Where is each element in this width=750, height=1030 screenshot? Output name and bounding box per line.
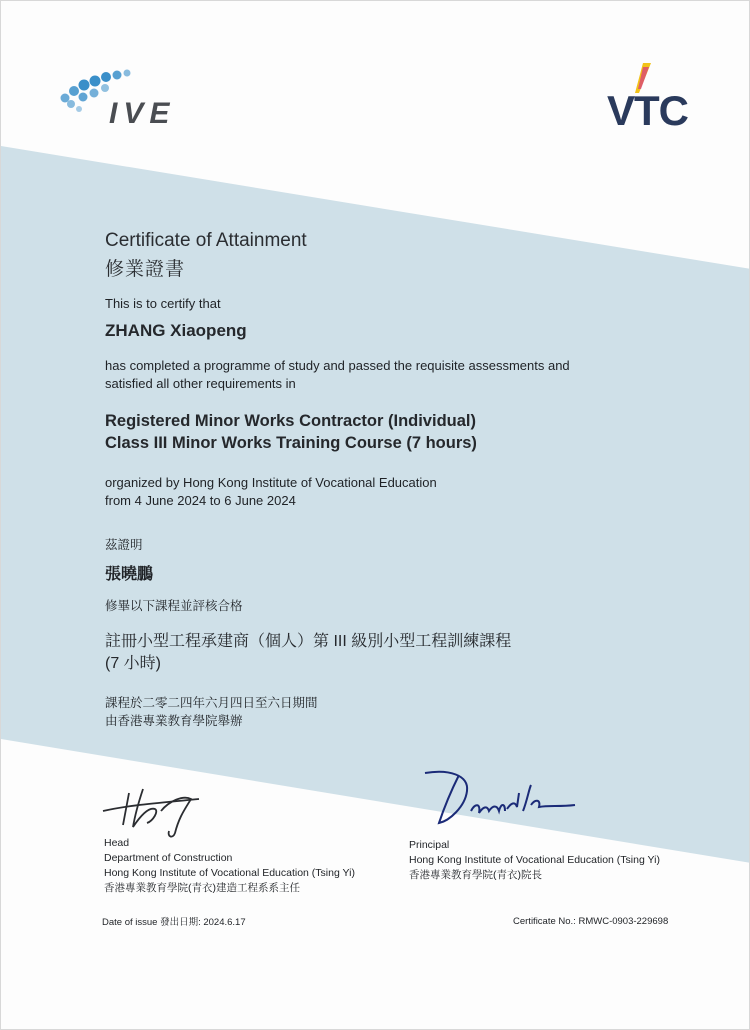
head-department: Department of Construction xyxy=(104,852,233,864)
principal-signature xyxy=(419,765,579,840)
ive-logo xyxy=(57,65,207,134)
completion-line-2: satisfied all other requirements in xyxy=(105,376,296,391)
organizer-statement xyxy=(105,474,437,510)
certificate-number: Certificate No.: RMWC-0903-229698 xyxy=(513,916,669,927)
course-title-line-2: Class III Minor Works Training Course (7 hours) xyxy=(105,434,477,452)
course-period-chinese: 課程於二零二四年六月四日至六日期間 xyxy=(105,696,318,710)
certificate-title-chinese: 修業證書 xyxy=(105,259,186,280)
principal-signatory-block xyxy=(409,838,660,883)
recipient-name-chinese: 張曉鵬 xyxy=(105,566,154,583)
course-period: from 4 June 2024 to 6 June 2024 xyxy=(105,493,296,508)
completion-line-1: has completed a programme of study and passed the requisite assessments and xyxy=(105,358,570,373)
certify-statement: This is to certify that xyxy=(105,296,221,311)
vtc-logo-text: VTC xyxy=(607,87,688,131)
certificate-title: Certificate of Attainment xyxy=(105,230,307,251)
course-title-chinese xyxy=(105,631,511,675)
course-title-chinese-line-2: (7 小時) xyxy=(105,655,162,672)
head-title-chinese: 香港專業教育學院(青衣)建造工程系系主任 xyxy=(104,882,300,894)
certify-statement-chinese: 茲證明 xyxy=(105,538,143,552)
head-title: Head xyxy=(104,837,130,849)
course-title-line-1: Registered Minor Works Contractor (Individual) xyxy=(105,412,476,430)
completion-statement-chinese: 修畢以下課程並評核合格 xyxy=(105,599,243,613)
principal-title-chinese: 香港專業教育學院(青衣)院長 xyxy=(409,869,542,881)
recipient-name: ZHANG Xiaopeng xyxy=(105,321,247,340)
course-title-chinese-line-1: 註冊小型工程承建商（個人）第 III 級別小型工程訓練課程 xyxy=(105,633,512,650)
course-title xyxy=(105,410,477,454)
head-institute: Hong Kong Institute of Vocational Education (Tsing Yi) xyxy=(104,867,355,879)
organized-by: organized by Hong Kong Institute of Vocational Education xyxy=(105,475,437,490)
organizer-statement-chinese xyxy=(105,694,318,730)
vtc-logo xyxy=(605,59,715,136)
principal-institute: Hong Kong Institute of Vocational Education (Tsing Yi) xyxy=(409,854,660,866)
ive-logo-text: IVE xyxy=(109,97,176,129)
completion-statement xyxy=(105,357,665,393)
organized-by-chinese: 由香港專業教育學院舉辦 xyxy=(105,714,243,728)
principal-title: Principal xyxy=(409,839,450,851)
date-of-issue: Date of issue 發出日期: 2024.6.17 xyxy=(102,917,246,928)
head-signatory-block xyxy=(104,836,355,896)
